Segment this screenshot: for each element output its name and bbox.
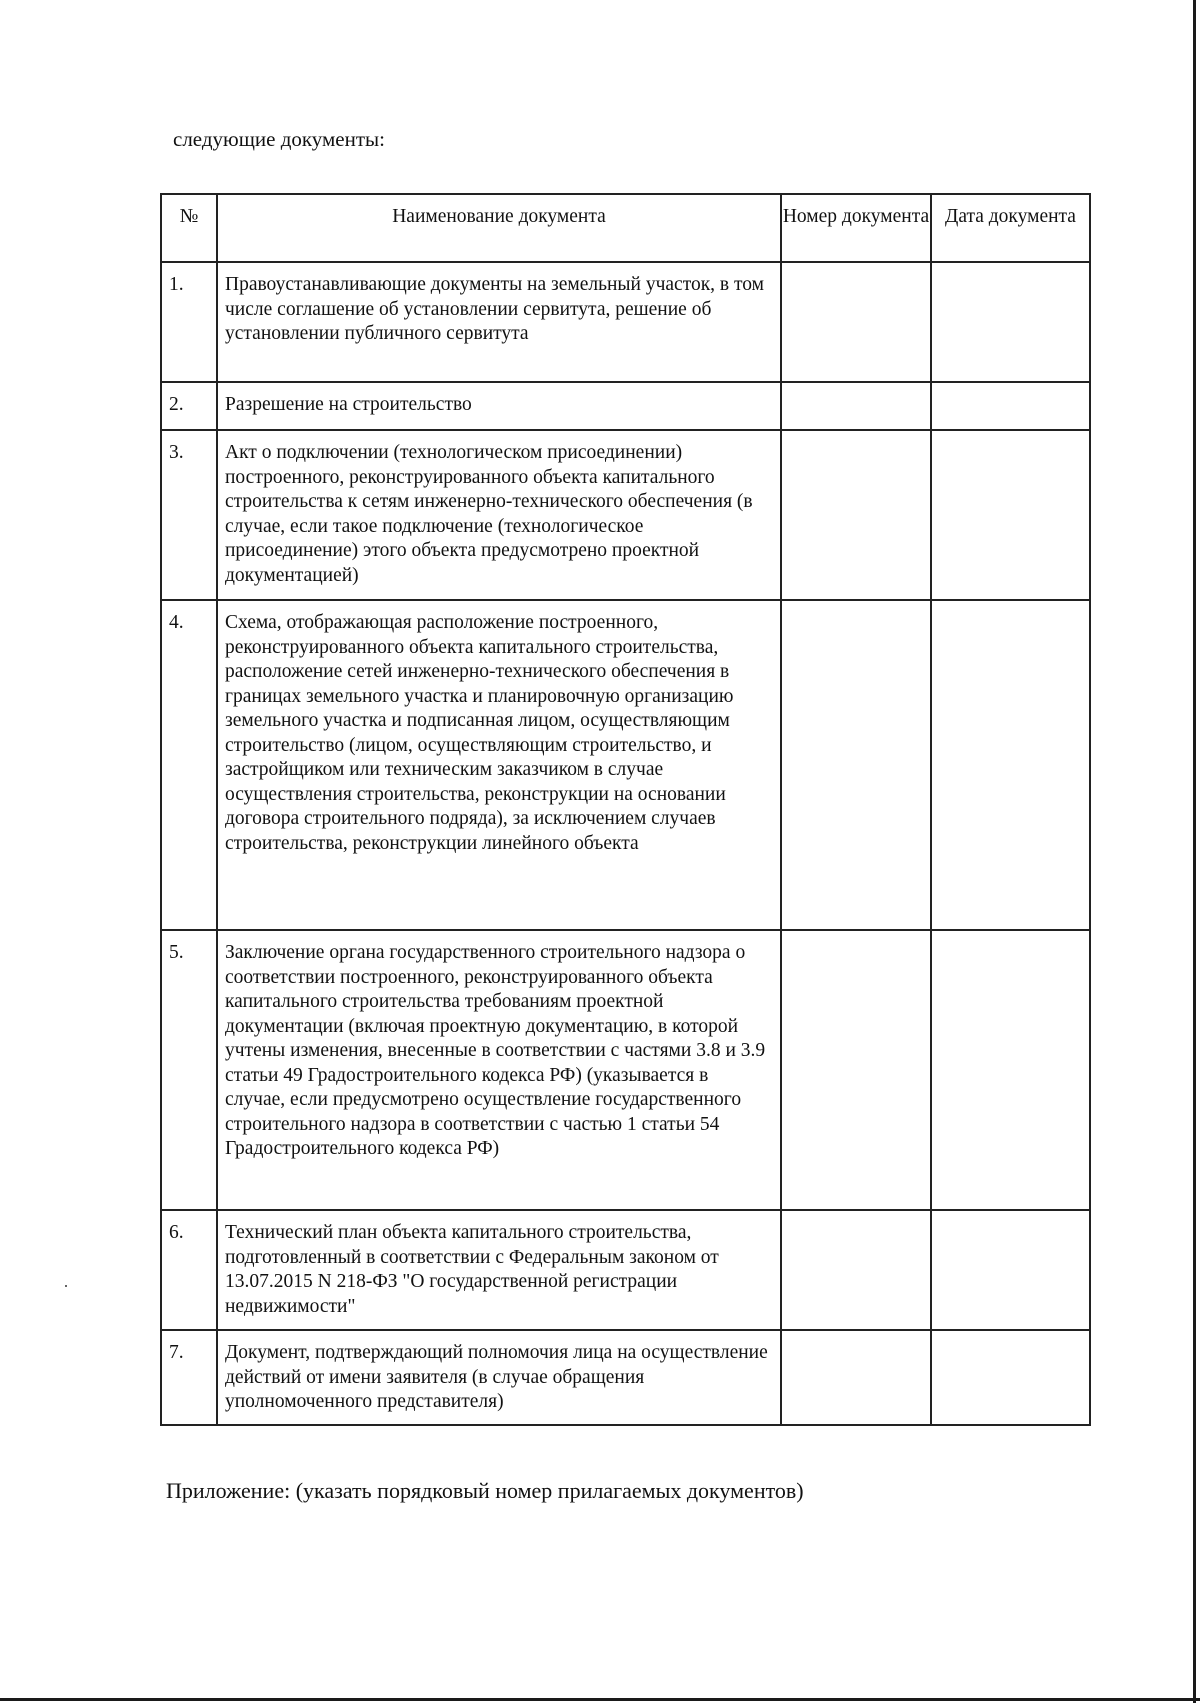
scan-speck	[65, 1285, 67, 1287]
row-document-date-cell[interactable]	[931, 930, 1090, 1210]
row-document-name: Схема, отображающая расположение построенного, реконструированного объекта капитального строительства, расположение сетей инженерно-технического обеспечения в границах земельного участка и планировочную организацию земельного участка и подписанная лицом, осуществляющим строительство (лицом, осуществляющим строительство, и застройщиком или техническим заказчиком в случае осуществления строительства, реконструкции на основании договора строительного подряда), за исключением случаев строительства, реконструкции линейного объекта	[217, 600, 781, 930]
row-document-number-cell[interactable]	[781, 1330, 931, 1425]
row-document-number-cell[interactable]	[781, 382, 931, 430]
row-document-number-cell[interactable]	[781, 1210, 931, 1330]
intro-text: следующие документы:	[173, 127, 385, 151]
table-header-row	[161, 194, 1090, 262]
table-row	[161, 430, 1090, 600]
row-document-date-cell[interactable]	[931, 430, 1090, 600]
row-number: 7.	[161, 1330, 217, 1425]
page-edge-bottom	[0, 1698, 1200, 1701]
row-document-number-cell[interactable]	[781, 430, 931, 600]
row-document-date-cell[interactable]	[931, 382, 1090, 430]
row-document-date-cell[interactable]	[931, 1210, 1090, 1330]
row-document-date-cell[interactable]	[931, 262, 1090, 382]
table-row	[161, 382, 1090, 430]
row-document-number-cell[interactable]	[781, 930, 931, 1210]
row-number: 2.	[161, 382, 217, 430]
page-edge-right	[1193, 0, 1196, 1703]
row-document-date-cell[interactable]	[931, 1330, 1090, 1425]
header-number: №	[161, 194, 217, 262]
row-document-number-cell[interactable]	[781, 262, 931, 382]
row-document-name: Технический план объекта капитального строительства, подготовленный в соответствии с Федеральным законом от 13.07.2015 N 218-ФЗ "О государственной регистрации недвижимости"	[217, 1210, 781, 1330]
table-row	[161, 930, 1090, 1210]
row-number: 6.	[161, 1210, 217, 1330]
header-document-name: Наименование документа	[217, 194, 781, 262]
header-document-date: Дата документа	[931, 194, 1090, 262]
documents-table	[160, 193, 1091, 1426]
table-row	[161, 1330, 1090, 1425]
row-document-name: Правоустанавливающие документы на земельный участок, в том числе соглашение об установлении сервитута, решение об установлении публичного сервитута	[217, 262, 781, 382]
row-number: 4.	[161, 600, 217, 930]
row-document-date-cell[interactable]	[931, 600, 1090, 930]
row-number: 5.	[161, 930, 217, 1210]
row-document-name: Разрешение на строительство	[217, 382, 781, 430]
appendix-text: Приложение: (указать порядковый номер прилагаемых документов)	[166, 1478, 804, 1503]
row-number: 1.	[161, 262, 217, 382]
row-number: 3.	[161, 430, 217, 600]
row-document-name: Акт о подключении (технологическом присоединении) построенного, реконструированного объекта капитального строительства к сетям инженерно-технического обеспечения (в случае, если такое подключение (технологическое присоединение) этого объекта предусмотрено проектной документацией)	[217, 430, 781, 600]
header-document-number: Номер документа	[781, 194, 931, 262]
table-row	[161, 262, 1090, 382]
table-row	[161, 600, 1090, 930]
row-document-name: Документ, подтверждающий полномочия лица на осуществление действий от имени заявителя (в случае обращения уполномоченного представителя)	[217, 1330, 781, 1425]
table-row	[161, 1210, 1090, 1330]
row-document-name: Заключение органа государственного строительного надзора о соответствии построенного, реконструированного объекта капитального строительства требованиям проектной документации (включая проектную документацию, в которой учтены изменения, внесенные в соответствии с частями 3.8 и 3.9 статьи 49 Градостроительного кодекса РФ) (указывается в случае, если предусмотрено осуществление государственного строительного надзора в соответствии с частью 1 статьи 54 Градостроительного кодекса РФ)	[217, 930, 781, 1210]
row-document-number-cell[interactable]	[781, 600, 931, 930]
